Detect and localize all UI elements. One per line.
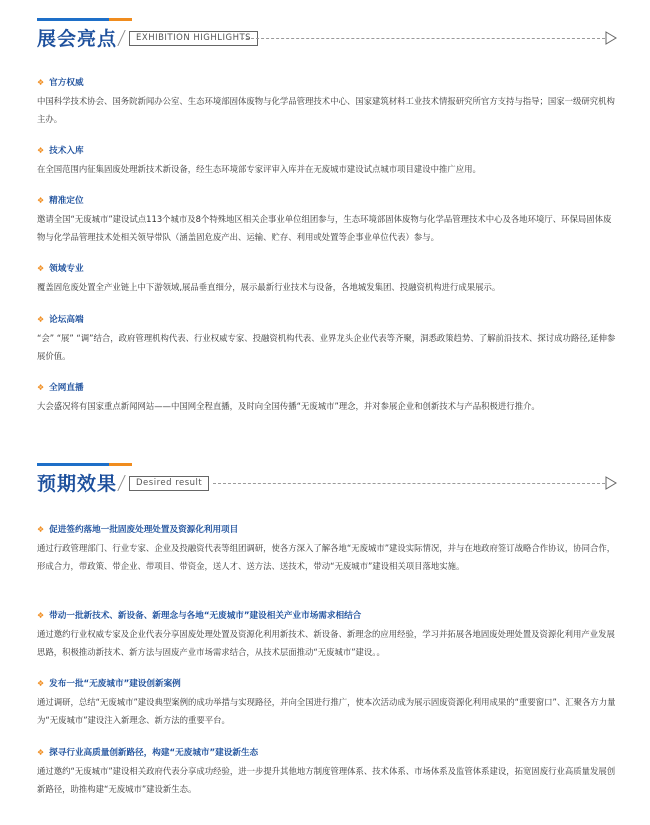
item-body: 邀请全国“无废城市”建设试点113个城市及8个特殊地区相关企事业单位组团参与，生态环境部固体废物与化学品管理技术中心及各地环境厅、环保局固体废物与化学品管理技术处相关领导带队（涵盖固危废产出、运输、贮存、利用或处置等企事业单位代表）参与。	[37, 214, 612, 242]
item-title: 促进签约落地一批固废处理处置及资源化利用项目	[49, 525, 239, 535]
item-body: 通过邀约行业权威专家及企业代表分享固废处理处置及资源化利用新技术、新设备、新理念的应用经验，学习并拓展各地固废处理处置及资源化利用产业发展思路，积极推动新技术、新方法与固废产业市场需求结合，从技术层面推动“无废城市”建设。。	[37, 629, 615, 657]
diamond-icon: ❖	[37, 748, 45, 757]
highlight-item	[37, 194, 617, 246]
results-header	[37, 463, 617, 497]
arrow-end-icon	[605, 31, 617, 45]
item-title: 全网直播	[49, 383, 84, 393]
highlights-section	[37, 18, 617, 411]
item-body: “会” “展” “调”结合，政府管理机构代表、行业权威专家、投融资机构代表、业界龙头企业代表等齐聚，洞悉政策趋势、了解前沿技术、探讨成功路径,延伸参展价值。	[37, 333, 616, 361]
item-body: 通过邀约“无废城市”建设相关政府代表分享成功经验，进一步提升其他地方制度管理体系、技术体系、市场体系及监管体系建设，拓宽固废行业高质量发展创新路径，助推构建“无废城市”建设新生态。	[37, 766, 616, 794]
highlights-title: 展会亮点	[37, 28, 118, 50]
highlights-subtitle: EXHIBITION HIGHLIGHTS	[129, 31, 258, 46]
item-title: 技术入库	[49, 146, 84, 156]
item-title: 领域专业	[49, 264, 84, 274]
result-item	[37, 677, 617, 729]
highlight-item	[37, 144, 617, 178]
item-title: 发布一批“无废城市”建设创新案例	[49, 679, 181, 689]
item-title: 论坛高端	[49, 315, 84, 325]
result-item	[37, 609, 617, 661]
dashed-line	[241, 38, 605, 39]
highlight-item	[37, 262, 617, 296]
accent-bar	[37, 18, 132, 21]
item-body: 大会盛况将有国家重点新闻网站——中国网全程直播，及时向全国传播“无废城市”理念，并对参展企业和创新技术与产品积极进行推介。	[37, 401, 540, 411]
diamond-icon: ❖	[37, 611, 45, 620]
diamond-icon: ❖	[37, 679, 45, 688]
highlights-header	[37, 18, 617, 52]
item-title: 带动一批新技术、新设备、新理念与各地“无废城市”建设相关产业市场需求相结合	[49, 611, 362, 621]
highlight-item	[37, 313, 617, 365]
item-body: 通过行政管理部门、行业专家、企业及投融资代表等组团调研，使各方深入了解各地“无废城市”建设实际情况，并与在地政府签订战略合作协议，协同合作，形成合力，带政策、带企业、带项目、带资金，送人才、送方法、送技术，带动“无废城市”建设相关项目落地实施。	[37, 543, 616, 571]
results-subtitle: Desired result	[129, 476, 209, 491]
item-title: 探寻行业高质量创新路径，构建“无废城市”建设新生态	[49, 748, 259, 758]
item-body: 通过调研，总结“无废城市”建设典型案例的成功举措与实现路径，并向全国进行推广，使本次活动成为展示固废资源化利用成果的“重要窗口”、汇聚各方力量为“无废城市”建设注入新理念、新方法的重要平台。	[37, 697, 616, 725]
diamond-icon: ❖	[37, 264, 45, 273]
item-body: 在全国范围内征集固废处理新技术新设备，经生态环境部专家评审入库并在无废城市建设试点城市项目建设中推广应用。	[37, 164, 481, 174]
highlight-item	[37, 76, 617, 128]
diamond-icon: ❖	[37, 315, 45, 324]
arrow-end-icon	[605, 476, 617, 490]
diamond-icon: ❖	[37, 146, 45, 155]
diamond-icon: ❖	[37, 78, 45, 87]
item-title: 精准定位	[49, 196, 84, 206]
accent-bar	[37, 463, 132, 466]
results-section	[37, 463, 617, 794]
slash-divider	[117, 475, 129, 491]
item-body: 中国科学技术协会、国务院新闻办公室、生态环境部固体废物与化学品管理技术中心、国家建筑材料工业技术情报研究所官方支持与指导；国家一级研究机构主办。	[37, 96, 615, 124]
item-body: 覆盖固危废处置全产业链上中下游领域,展品垂直细分，展示最新行业技术与设备，各地城发集团、投融资机构进行成果展示。	[37, 282, 501, 292]
slash-divider	[117, 30, 129, 46]
diamond-icon: ❖	[37, 525, 45, 534]
result-item	[37, 746, 617, 798]
dashed-line	[213, 483, 605, 484]
results-title: 预期效果	[37, 473, 118, 495]
highlight-item	[37, 381, 617, 415]
diamond-icon: ❖	[37, 383, 45, 392]
item-title: 官方权威	[49, 78, 84, 88]
diamond-icon: ❖	[37, 196, 45, 205]
result-item	[37, 523, 617, 575]
